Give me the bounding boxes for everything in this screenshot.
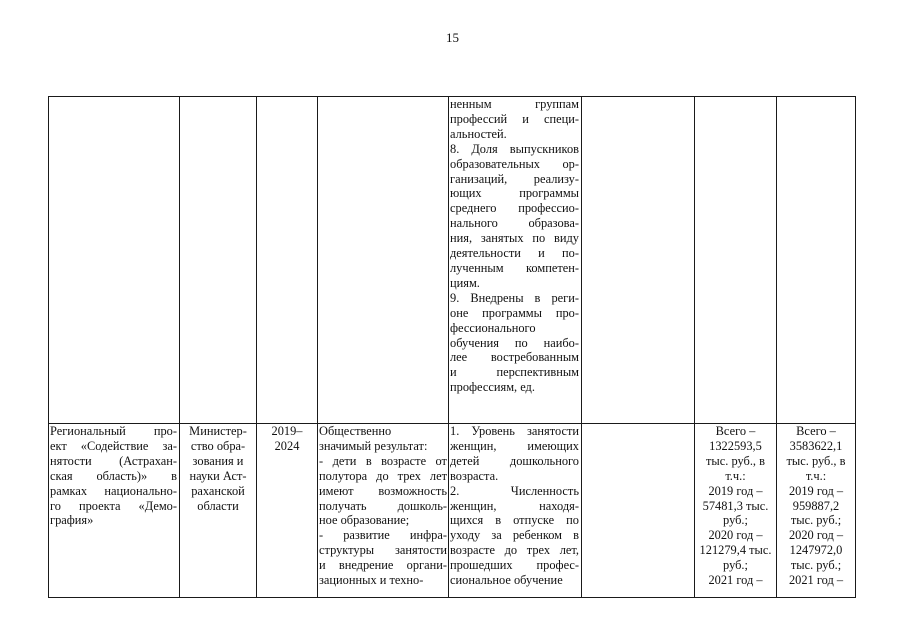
word: «Демо- <box>138 498 177 513</box>
period-cell <box>258 424 316 454</box>
word: - <box>319 453 324 468</box>
word: профес- <box>536 558 579 573</box>
text-line <box>450 142 579 157</box>
table-border-left <box>48 96 49 598</box>
text-line <box>319 484 447 499</box>
text-line <box>450 528 579 543</box>
word: и <box>522 111 529 126</box>
text-line: ное образование; <box>319 513 410 528</box>
column-divider <box>256 96 257 598</box>
word: 2. <box>450 483 460 498</box>
text-line <box>319 558 447 573</box>
word: перспективным <box>496 365 579 380</box>
text-line: 1322593,5 <box>709 438 762 453</box>
text-line: 2024 <box>274 438 300 453</box>
word: выпускников <box>509 141 579 156</box>
word: возрасте <box>381 453 427 468</box>
word: отпуске <box>513 513 555 528</box>
text-line: 121279,4 тыс. <box>699 543 772 558</box>
text-line: значимый результат: <box>319 438 428 453</box>
text-line <box>50 454 177 469</box>
text-line: 959887,2 <box>792 498 840 513</box>
word: щихся <box>450 513 484 528</box>
text-line: циям. <box>450 275 480 290</box>
text-line <box>450 336 579 351</box>
word: наибо- <box>543 335 579 350</box>
text-line <box>450 97 579 112</box>
text-line <box>319 454 447 469</box>
text-line <box>450 246 579 261</box>
text-line <box>450 513 579 528</box>
word: ор- <box>562 156 579 171</box>
word: нятости <box>50 453 92 468</box>
word: проекта <box>78 498 121 513</box>
column-divider <box>317 96 318 598</box>
text-line <box>450 231 579 246</box>
project-name-cell <box>50 424 177 528</box>
text-line <box>450 454 579 469</box>
text-line: Министер- <box>189 424 247 438</box>
text-line: фессионального <box>450 320 536 335</box>
word: среднего <box>450 201 497 216</box>
word: занятости <box>526 424 579 438</box>
word: имеющих <box>527 438 579 453</box>
word: прошедших <box>450 558 513 573</box>
text-line: Общественно <box>319 424 392 438</box>
word: женщин, <box>450 498 497 513</box>
text-line: области <box>197 498 239 513</box>
word: ребенком <box>512 528 563 543</box>
text-line: 2021 год – <box>708 573 763 588</box>
word: дошколь- <box>397 498 447 513</box>
column-divider <box>448 96 449 598</box>
text-line: 1247972,0 <box>789 543 843 558</box>
text-line <box>50 439 177 454</box>
word: Доля <box>471 141 498 156</box>
goal-cell <box>319 424 447 588</box>
word: (Астрахан- <box>119 453 177 468</box>
word: про- <box>555 305 579 320</box>
text-line <box>450 306 579 321</box>
word: Численность <box>510 483 579 498</box>
text-line: науки Аст- <box>189 468 247 483</box>
word: органи- <box>406 558 447 573</box>
word: специ- <box>543 111 579 126</box>
word: 8. <box>450 141 460 156</box>
word: уходу <box>450 528 481 543</box>
text-line: альностей. <box>450 126 507 141</box>
word: реализу- <box>533 171 579 186</box>
word: Внедрены <box>470 290 524 305</box>
text-line: руб.; <box>723 558 748 573</box>
word: 9. <box>450 290 460 305</box>
text-line: 2020 год – <box>788 528 844 543</box>
text-line <box>450 291 579 306</box>
text-line: 2019 год – <box>788 483 844 498</box>
text-line: 2021 год – <box>788 573 844 588</box>
text-line <box>450 499 579 514</box>
word: женщин, <box>450 438 497 453</box>
text-line: графия» <box>50 513 94 528</box>
word: до <box>376 468 389 483</box>
text-line: Всего – <box>796 424 836 438</box>
word: и <box>319 558 326 573</box>
text-line <box>450 261 579 276</box>
word: программы <box>482 305 542 320</box>
funding-cell-1 <box>696 424 775 588</box>
word: в <box>495 513 502 528</box>
text-line: зования и <box>192 453 244 468</box>
word: лет, <box>559 543 579 558</box>
word: лее <box>450 350 468 365</box>
word: рамках <box>50 483 88 498</box>
word: структуры <box>319 543 375 558</box>
text-line: тыс. руб.; <box>790 513 842 528</box>
word: востребованным <box>490 350 579 365</box>
text-line <box>50 424 177 439</box>
word: инфра- <box>409 528 447 543</box>
word: Региональный <box>50 424 126 438</box>
word: деятельности <box>450 246 521 261</box>
text-line: ство обра- <box>190 438 246 453</box>
text-line <box>450 201 579 216</box>
word: оне <box>450 305 469 320</box>
word: го <box>50 498 61 513</box>
word: по <box>566 513 579 528</box>
word: Уровень <box>471 424 515 438</box>
word: программы <box>519 186 579 201</box>
word: имеют <box>319 483 354 498</box>
text-line: руб.; <box>723 513 748 528</box>
word: группам <box>535 97 579 111</box>
text-line: 2019– <box>271 424 303 438</box>
word: развитие <box>343 528 390 543</box>
word: виду <box>554 231 579 246</box>
text-line <box>450 543 579 558</box>
executor-cell <box>181 424 255 513</box>
text-line: сиональное обучение <box>450 573 563 588</box>
word: «Содействие <box>80 438 149 453</box>
word: внедрение <box>338 558 394 573</box>
word: реги- <box>551 290 579 305</box>
text-line: Всего – <box>715 424 756 438</box>
word: полутора <box>319 468 368 483</box>
text-line <box>450 424 579 439</box>
word: по- <box>562 246 579 261</box>
text-line <box>450 172 579 187</box>
word: возможность <box>378 483 447 498</box>
word: по <box>514 335 528 350</box>
word: в <box>365 453 372 468</box>
text-line: тыс. руб., в <box>786 453 846 468</box>
word: ния, <box>450 231 473 246</box>
text-line: профессиям, ед. <box>450 380 535 395</box>
word: детей <box>450 453 480 468</box>
text-line: 3583622,1 <box>789 438 843 453</box>
word: обучения <box>450 335 499 350</box>
indicators-cell <box>450 424 579 588</box>
funding-cell-2 <box>778 424 854 588</box>
word: дошкольного <box>509 453 579 468</box>
word: ющих <box>450 186 482 201</box>
word: образова- <box>528 216 579 231</box>
text-line <box>50 499 177 514</box>
word: от <box>435 453 447 468</box>
word: занятости <box>394 543 447 558</box>
word: за <box>491 528 502 543</box>
results-cell-continued <box>450 97 579 395</box>
text-line: 2019 год – <box>708 483 763 498</box>
table-border-right <box>855 96 856 598</box>
word: в <box>573 528 579 543</box>
text-line <box>450 484 579 499</box>
word: профессио- <box>518 201 579 216</box>
column-divider <box>776 96 777 598</box>
word: ект <box>50 438 67 453</box>
word: ненным <box>450 97 492 111</box>
word: область)» <box>96 468 148 483</box>
word: нального <box>450 216 498 231</box>
text-line <box>450 186 579 201</box>
word: в <box>171 468 177 483</box>
word: 1. <box>450 424 460 438</box>
text-line: тыс. руб.; <box>790 558 842 573</box>
text-line: возраста. <box>450 468 499 483</box>
text-line <box>319 528 447 543</box>
table-border-bottom <box>48 597 856 598</box>
word: образовательных <box>450 156 540 171</box>
word: до <box>504 543 518 558</box>
word: получать <box>319 498 367 513</box>
word: по <box>532 231 546 246</box>
word: в <box>534 290 541 305</box>
word: дети <box>332 453 357 468</box>
text-line <box>319 499 447 514</box>
text-line <box>450 350 579 365</box>
word: ская <box>50 468 73 483</box>
text-line: 57481,3 тыс. <box>702 498 769 513</box>
word: трех <box>526 543 551 558</box>
page-number: 15 <box>446 30 459 45</box>
word: и <box>538 246 545 261</box>
word: лученным <box>450 260 504 275</box>
text-line: т.ч.: <box>805 468 827 483</box>
text-line <box>450 439 579 454</box>
text-line <box>450 365 579 380</box>
word: и <box>450 365 457 380</box>
word: про- <box>153 424 177 438</box>
word: лет <box>429 468 447 483</box>
text-line <box>450 157 579 172</box>
word: компетен- <box>526 260 579 275</box>
text-line: раханской <box>191 483 245 498</box>
word: за- <box>162 438 177 453</box>
text-line <box>450 216 579 231</box>
word: ганизаций, <box>450 171 508 186</box>
word: возрасте <box>450 543 495 558</box>
text-line <box>450 112 579 127</box>
text-line: тыс. руб., в <box>706 453 765 468</box>
text-line <box>50 484 177 499</box>
word: национально- <box>104 483 177 498</box>
column-divider <box>179 96 180 598</box>
text-line <box>319 543 447 558</box>
word: занятых <box>480 231 524 246</box>
text-line <box>450 558 579 573</box>
column-divider <box>694 96 695 598</box>
column-divider <box>581 96 582 598</box>
text-line <box>319 469 447 484</box>
text-line: 2020 год – <box>708 528 763 543</box>
text-line: т.ч.: <box>725 468 746 483</box>
text-line <box>50 469 177 484</box>
word: профессий <box>450 111 508 126</box>
word: находя- <box>539 498 579 513</box>
word: - <box>319 528 324 543</box>
text-line: зационных и техно- <box>319 573 424 588</box>
word: трех <box>397 468 421 483</box>
